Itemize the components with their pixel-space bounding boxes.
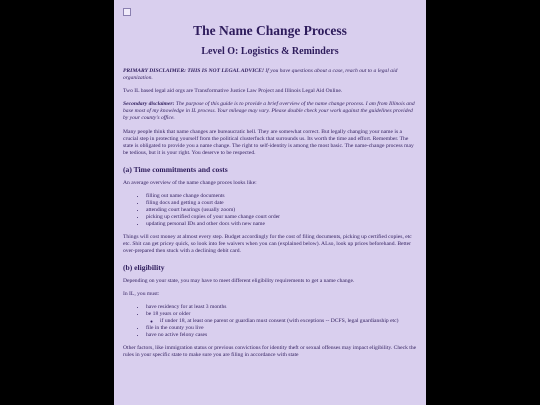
list-item-text: be 18 years or older: [146, 310, 191, 317]
primary-disclaimer: [123, 68, 417, 82]
list-item: • have no active felony cases: [146, 332, 417, 339]
list-item: • filing docs and getting a court date: [146, 200, 417, 207]
section-a-intro: An average overview of the name change proces looks like:: [123, 179, 257, 186]
section-b-heading: (b) eligibility: [123, 262, 165, 272]
section-b-sublist: [146, 318, 417, 325]
section-a-list: [123, 193, 417, 228]
section-b-il-label: In IL, you must:: [123, 290, 160, 297]
sub-list-item: ◦ if under 18, at least one parent or guardian must consent (with exceptions -- DCFS, legal guardianship etc): [160, 318, 417, 325]
section-a-note: Things will cost money at almost every step. Budget accordingly for the cost of filing documents, picking up certified copies, etc etc. Shit can get pricey quick, so look into fee waivers when you can (explained below). ALso, look up prices beforehand. Better over-prepared then stuck with a declining debit card.: [123, 233, 412, 254]
document-page: [114, 0, 426, 405]
level-title: Level O: Logistics & Reminders: [201, 46, 339, 57]
list-item: • filling out name change documents: [146, 193, 417, 200]
section-b-list: [123, 304, 417, 339]
secondary-disclaimer: [123, 101, 417, 122]
secondary-disclaimer-label: Secondary disclaimer:: [123, 101, 175, 108]
list-item: • updating personal IDs and other docs with new name: [146, 221, 417, 228]
primary-disclaimer-label: PRIMARY DISCLAIMER: THIS IS NOT LEGAL ADVICE!: [123, 68, 265, 74]
intro-paragraph: Many people think that name changes are bureaucratic hell. They are somewhat correct. But legally changing your name is a crucial step in protecting yourself from the political clusterfuck that surrounds us. Its worth the time and effort. Remember. The state is obligated to provide you a name change. The right to self-identity is among the most basic. The name-change process may be tedious, but it is your right. You deserve to be respected.: [123, 128, 414, 156]
list-item: • picking up certified copies of your name change court order: [146, 214, 417, 221]
page-title: The Name Change Process: [193, 23, 347, 38]
section-b-intro: Depending on your state, you may have to meet different eligibility requirements to get a name change.: [123, 277, 355, 284]
list-item: [146, 311, 417, 325]
list-item: • attending court hearings (usually zoom): [146, 207, 417, 214]
primary-disclaimer-text: If you have questions about a case, reach out to a legal aid organization.: [123, 68, 398, 82]
section-a-heading: (a) Time commitments and costs: [123, 164, 228, 174]
legal-aid-orgs: Two IL based legal aid orgs are Transformative Justice Law Project and Illinois Legal Aid Online.: [123, 88, 343, 95]
section-b-other-factors: Other factors, like immigration status or previous convictions for identity theft or sexual offenses may impact eligibility. Check the rules in your specific state to make sure you are filing in accordance with state: [123, 344, 417, 358]
broken-image-icon: [123, 8, 131, 16]
list-item: • have residency for at least 3 months: [146, 304, 417, 311]
secondary-disclaimer-text: The purpose of this guide is to provide a brief overview of the name change process. I am from Illinois and base most of my knowledge in IL process. Your mileage may vary. Please double check your work against the guidelines provided by your county's office.: [123, 101, 415, 122]
list-item: • file in the county you live: [146, 325, 417, 332]
